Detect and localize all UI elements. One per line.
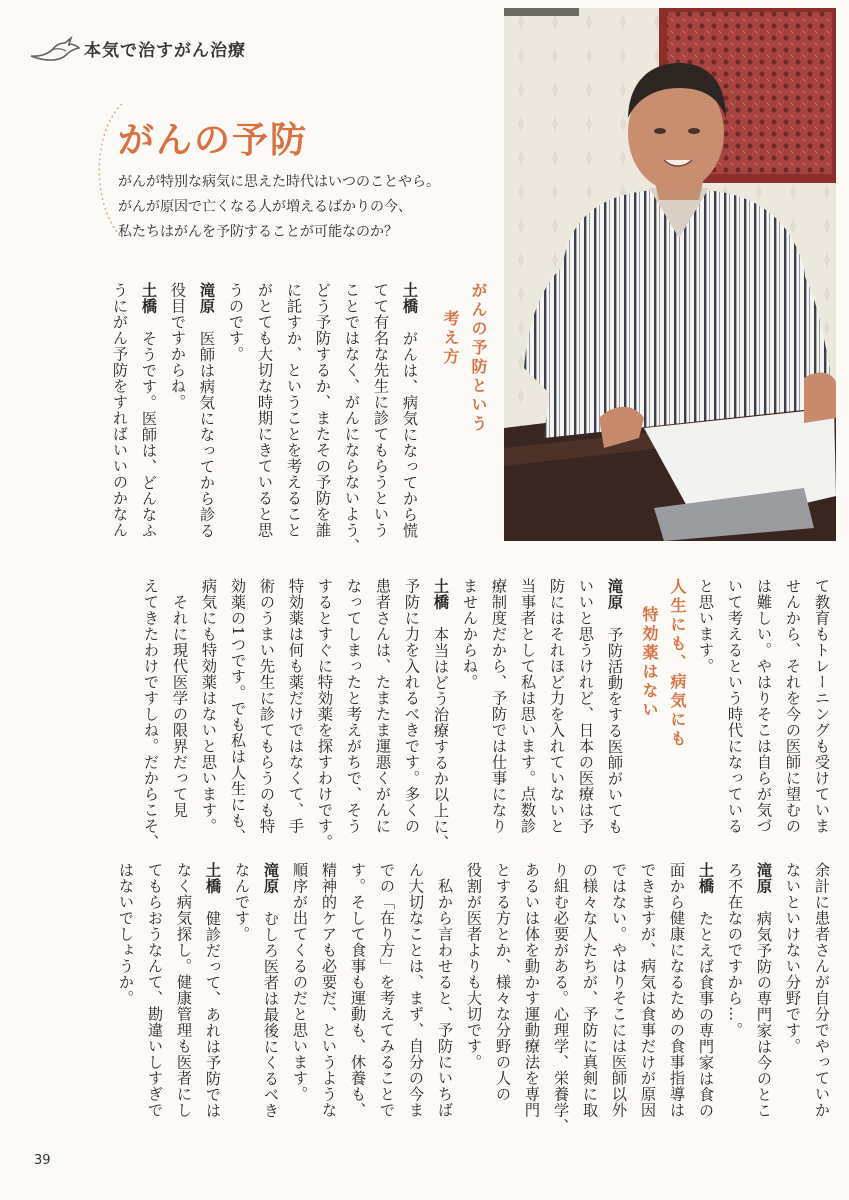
subheading (436, 282, 492, 554)
text-line: ことではなく、がんにならないよう、 (343, 282, 361, 554)
paragraph (720, 862, 778, 1134)
subheading-line: 考え方 (441, 310, 460, 367)
text-line: とする方とか、様々な分野の人の (494, 862, 512, 1102)
text-line: 防にはそれほど力を入れていないと (548, 578, 566, 834)
paragraph (455, 578, 629, 850)
lead-line: がんが原因で亡くなる人が増えるばかりの今、 (118, 199, 412, 215)
text-line: がとても大切な時期にきていると思 (256, 282, 274, 538)
text-line: 本当はどう治療するか以上に、 (432, 626, 450, 851)
text-line: 医師は病気になってから診る (198, 330, 216, 539)
text-line: 役目ですからね。 (169, 282, 187, 410)
subheading-line: 人生にも、病気にも (668, 578, 687, 749)
paragraph (227, 862, 285, 1134)
article-lead (118, 170, 488, 245)
paragraph (778, 862, 836, 1134)
subheading-line: 特効薬はない (640, 606, 659, 720)
column-middle (136, 578, 836, 850)
text-line: の様々な人たちが、予防に真剣に取 (581, 862, 599, 1118)
page-number: 39 (34, 1153, 51, 1168)
speaker-name: 滝原 (198, 282, 216, 315)
article-title: がんの予防 (118, 120, 309, 161)
text-line: ではない。やはりそこには医師以外 (610, 862, 628, 1118)
text-line: での「在り方」を考えてみることで (378, 862, 396, 1118)
column-bottom (111, 862, 836, 1134)
column-top-left (105, 282, 492, 554)
text-line: ん大切なことは、まず、自分の今ま (407, 862, 425, 1118)
text-line: と思います。 (697, 578, 715, 674)
text-line: 患者さんは、たまたま運悪くがんに (374, 578, 392, 834)
text-line: 特効薬は何も薬だけではなくて、手 (287, 578, 305, 834)
text-line: ろ不在なのですから…。 (726, 862, 744, 1038)
lead-line: がんが特別な病気に思えた時代はいつのことやら。 (118, 174, 440, 190)
text-line: がんは、病気になってから慌 (401, 330, 419, 539)
text-line: うのです。 (227, 282, 245, 362)
text-line: うにがん予防をすればいいのかなん (111, 282, 129, 538)
text-line: 余計に患者さんが自分でやっていか (813, 862, 831, 1118)
text-line: なく病気探し。健康管理も医者にし (175, 862, 193, 1118)
speaker-name: 滝原 (606, 578, 624, 611)
text-line: り組む必要がある。心理学、栄養学、 (552, 862, 570, 1134)
text-line: に託すか、ということを考えること (285, 282, 303, 538)
text-line: す。そして食事も運動も、休養も、 (349, 862, 367, 1118)
speaker-name: 土橋 (401, 282, 419, 315)
text-line: 療制度だから、予防では仕事になり (490, 578, 508, 834)
text-line: 面から健康になるための食事指導は (668, 862, 686, 1118)
speaker-name: 滝原 (755, 862, 773, 895)
text-line: たとえば食事の専門家は食の (697, 910, 715, 1119)
interview-photo (504, 8, 836, 541)
text-line: 予防活動をする医師がいても (606, 626, 624, 835)
section-title: 本気で治すがん治療 (84, 40, 246, 61)
paragraph (163, 282, 221, 554)
section-header (28, 28, 246, 68)
text-line: 病気にも特効薬はないと思います。 (200, 578, 218, 834)
text-line: ないといけない分野です。 (784, 862, 802, 1054)
paragraph (136, 578, 455, 850)
speaker-name: 土橋 (204, 862, 222, 895)
text-line: どう予防するか、またその予防を誰 (314, 282, 332, 538)
text-line: 役割が医者よりも大切です。 (465, 862, 483, 1070)
paragraph (111, 862, 227, 1134)
text-line: なんです。 (233, 862, 251, 942)
text-line: なってしまったと考えがちで、そう (345, 578, 363, 834)
text-line: そうです。医師は、どんなふ (140, 330, 158, 539)
text-line: 効薬の1つです。でも私は人生にも、 (229, 578, 247, 845)
text-line: 順序が出てくるのだと思います。 (291, 862, 309, 1102)
speaker-name: 滝原 (262, 862, 280, 895)
text-line: 当事者として私は思います。点数診 (519, 578, 537, 834)
text-line: いいと思うけれど、日本の医療は予 (577, 578, 595, 834)
text-line: いて考えるという時代になっている (726, 578, 744, 834)
paragraph (221, 282, 424, 554)
subheading (635, 578, 691, 850)
text-line: は難しい。やはりそこは自らが気づ (755, 578, 773, 834)
text-line: 予防に力を入れるべきです。多くの (403, 578, 421, 834)
text-line: するとすぐに特効薬を探すわけです。 (316, 578, 334, 850)
subheading-line: がんの予防という (469, 282, 488, 434)
text-line: 精神的ケアも必要だ、というような (320, 862, 338, 1118)
text-line: せんから、それを今の医師に望むの (784, 578, 802, 834)
text-line: えてきたわけですしね。だからこそ、 (142, 578, 160, 850)
speaker-name: 土橋 (432, 578, 450, 611)
text-line: ませんからね。 (461, 578, 479, 690)
text-line: てて有名な先生に診てもらうという (372, 282, 390, 538)
paragraph (285, 862, 720, 1134)
text-line: てもらおうなんて、勘違いしすぎで (146, 862, 164, 1118)
bird-icon (28, 32, 80, 64)
text-line: 術のうまい先生に診てもらうのも特 (258, 578, 276, 834)
text-line: て教育もトレーニングも受けていま (813, 578, 831, 834)
text-line: できますが、病気は食事だけが原因 (639, 862, 657, 1118)
text-line: それに現代医学の限界だって見 (171, 578, 189, 818)
text-line: はないでしょうか。 (117, 862, 135, 1006)
lead-line: 私たちはがんを予防することが可能なのか？ (118, 224, 398, 240)
paragraph (105, 282, 163, 554)
text-line: あるいは体を動かす運動療法を専門 (523, 862, 541, 1118)
speaker-name: 土橋 (140, 282, 158, 315)
speaker-name: 土橋 (697, 862, 715, 895)
text-line: 健診だって、あれは予防では (204, 910, 222, 1119)
text-line: 私から言わせると、予防にいちば (436, 862, 454, 1118)
text-line: 病気予防の専門家は今のとこ (755, 910, 773, 1119)
text-line: むしろ医者は最後にくるべき (262, 910, 280, 1119)
paragraph (691, 578, 836, 850)
